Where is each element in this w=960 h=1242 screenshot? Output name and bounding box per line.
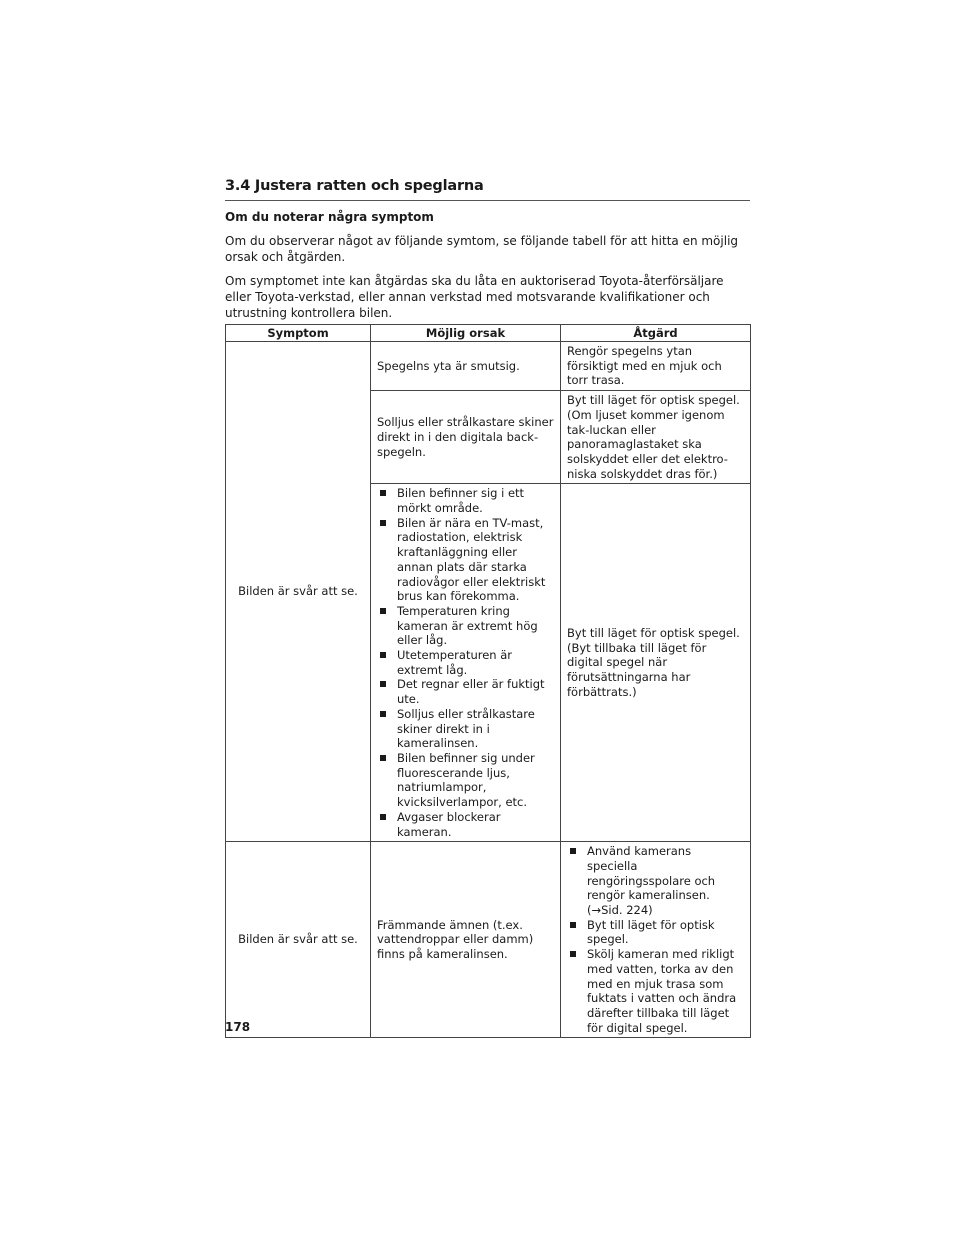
contact-paragraph: Om symptomet inte kan åtgärdas ska du låta en auktoriserad Toyota-återförsäljare eller Toyota-verkstad, eller annan verkstad med motsvarande kvalifikationer och utrustning kontrollera bilen. bbox=[225, 274, 724, 320]
list-item: Utetemperaturen är extremt låg. bbox=[377, 648, 554, 677]
table-row bbox=[226, 842, 751, 1038]
action-cell: Byt till läget för optisk spegel. (Byt tillbaka till läget för digital spegel när förutsättningarna har förbättrats.) bbox=[561, 484, 751, 842]
list-item: Använd kamerans speciella rengöringsspolare och rengör kameralinsen. (→Sid. 224) bbox=[567, 844, 744, 918]
intro-paragraph: Om du observerar något av följande symtom, se följande tabell för att hitta en möjlig orsak och åtgärden. bbox=[225, 234, 739, 264]
table-row bbox=[226, 342, 751, 391]
cause-list-cell bbox=[371, 484, 561, 842]
header-symptom: Symptom bbox=[226, 325, 371, 342]
symptom-cell: Bilden är svår att se. bbox=[226, 342, 371, 842]
page-number: 178 bbox=[225, 1020, 251, 1034]
cause-list bbox=[377, 486, 554, 839]
list-item: Temperaturen kring kameran är extremt hög eller låg. bbox=[377, 604, 554, 648]
list-item: Bilen befinner sig under fluorescerande ljus, natriumlampor, kvicksilverlampor, etc. bbox=[377, 751, 554, 810]
list-item: Solljus eller strålkastare skiner direkt in i kameralinsen. bbox=[377, 707, 554, 751]
header-action: Åtgärd bbox=[561, 325, 751, 342]
action-list-cell bbox=[561, 842, 751, 1038]
cause-cell: Främmande ämnen (t.ex. vattendroppar eller damm) finns på kameralinsen. bbox=[371, 842, 561, 1038]
list-item: Byt till läget för optisk spegel. bbox=[567, 918, 744, 947]
section-title: 3.4 Justera ratten och speglarna bbox=[225, 178, 484, 194]
section-header bbox=[225, 178, 750, 201]
action-cell: Rengör spegelns ytan försiktigt med en mjuk och torr trasa. bbox=[561, 342, 751, 391]
list-item: Skölj kameran med rikligt med vatten, torka av den med en mjuk trasa som fuktats i vatten och ändra därefter tillbaka till läget för digital spegel. bbox=[567, 947, 744, 1035]
list-item: Det regnar eller är fuktigt ute. bbox=[377, 677, 554, 706]
page-content bbox=[225, 210, 750, 329]
symptom-cell: Bilden är svår att se. bbox=[226, 842, 371, 1038]
action-list bbox=[567, 844, 744, 1035]
symptom-table bbox=[225, 324, 751, 1038]
list-item: Avgaser blockerar kameran. bbox=[377, 810, 554, 839]
list-item: Bilen är nära en TV-mast, radiostation, elektrisk kraftanläggning eller annan plats där starka radiovågor eller elektriskt brus kan förekomma. bbox=[377, 516, 554, 604]
action-cell: Byt till läget för optisk spegel. (Om ljuset kommer igenom tak-luckan eller panoramaglastaket ska solskyddet eller det elektro-niska solskyddet dras för.) bbox=[561, 391, 751, 484]
cause-cell: Solljus eller strålkastare skiner direkt in i den digitala back-spegeln. bbox=[371, 391, 561, 484]
list-item: Bilen befinner sig i ett mörkt område. bbox=[377, 486, 554, 515]
table-header-row bbox=[226, 325, 751, 342]
header-cause: Möjlig orsak bbox=[371, 325, 561, 342]
cause-cell: Spegelns yta är smutsig. bbox=[371, 342, 561, 391]
subheading: Om du noterar några symptom bbox=[225, 210, 434, 224]
